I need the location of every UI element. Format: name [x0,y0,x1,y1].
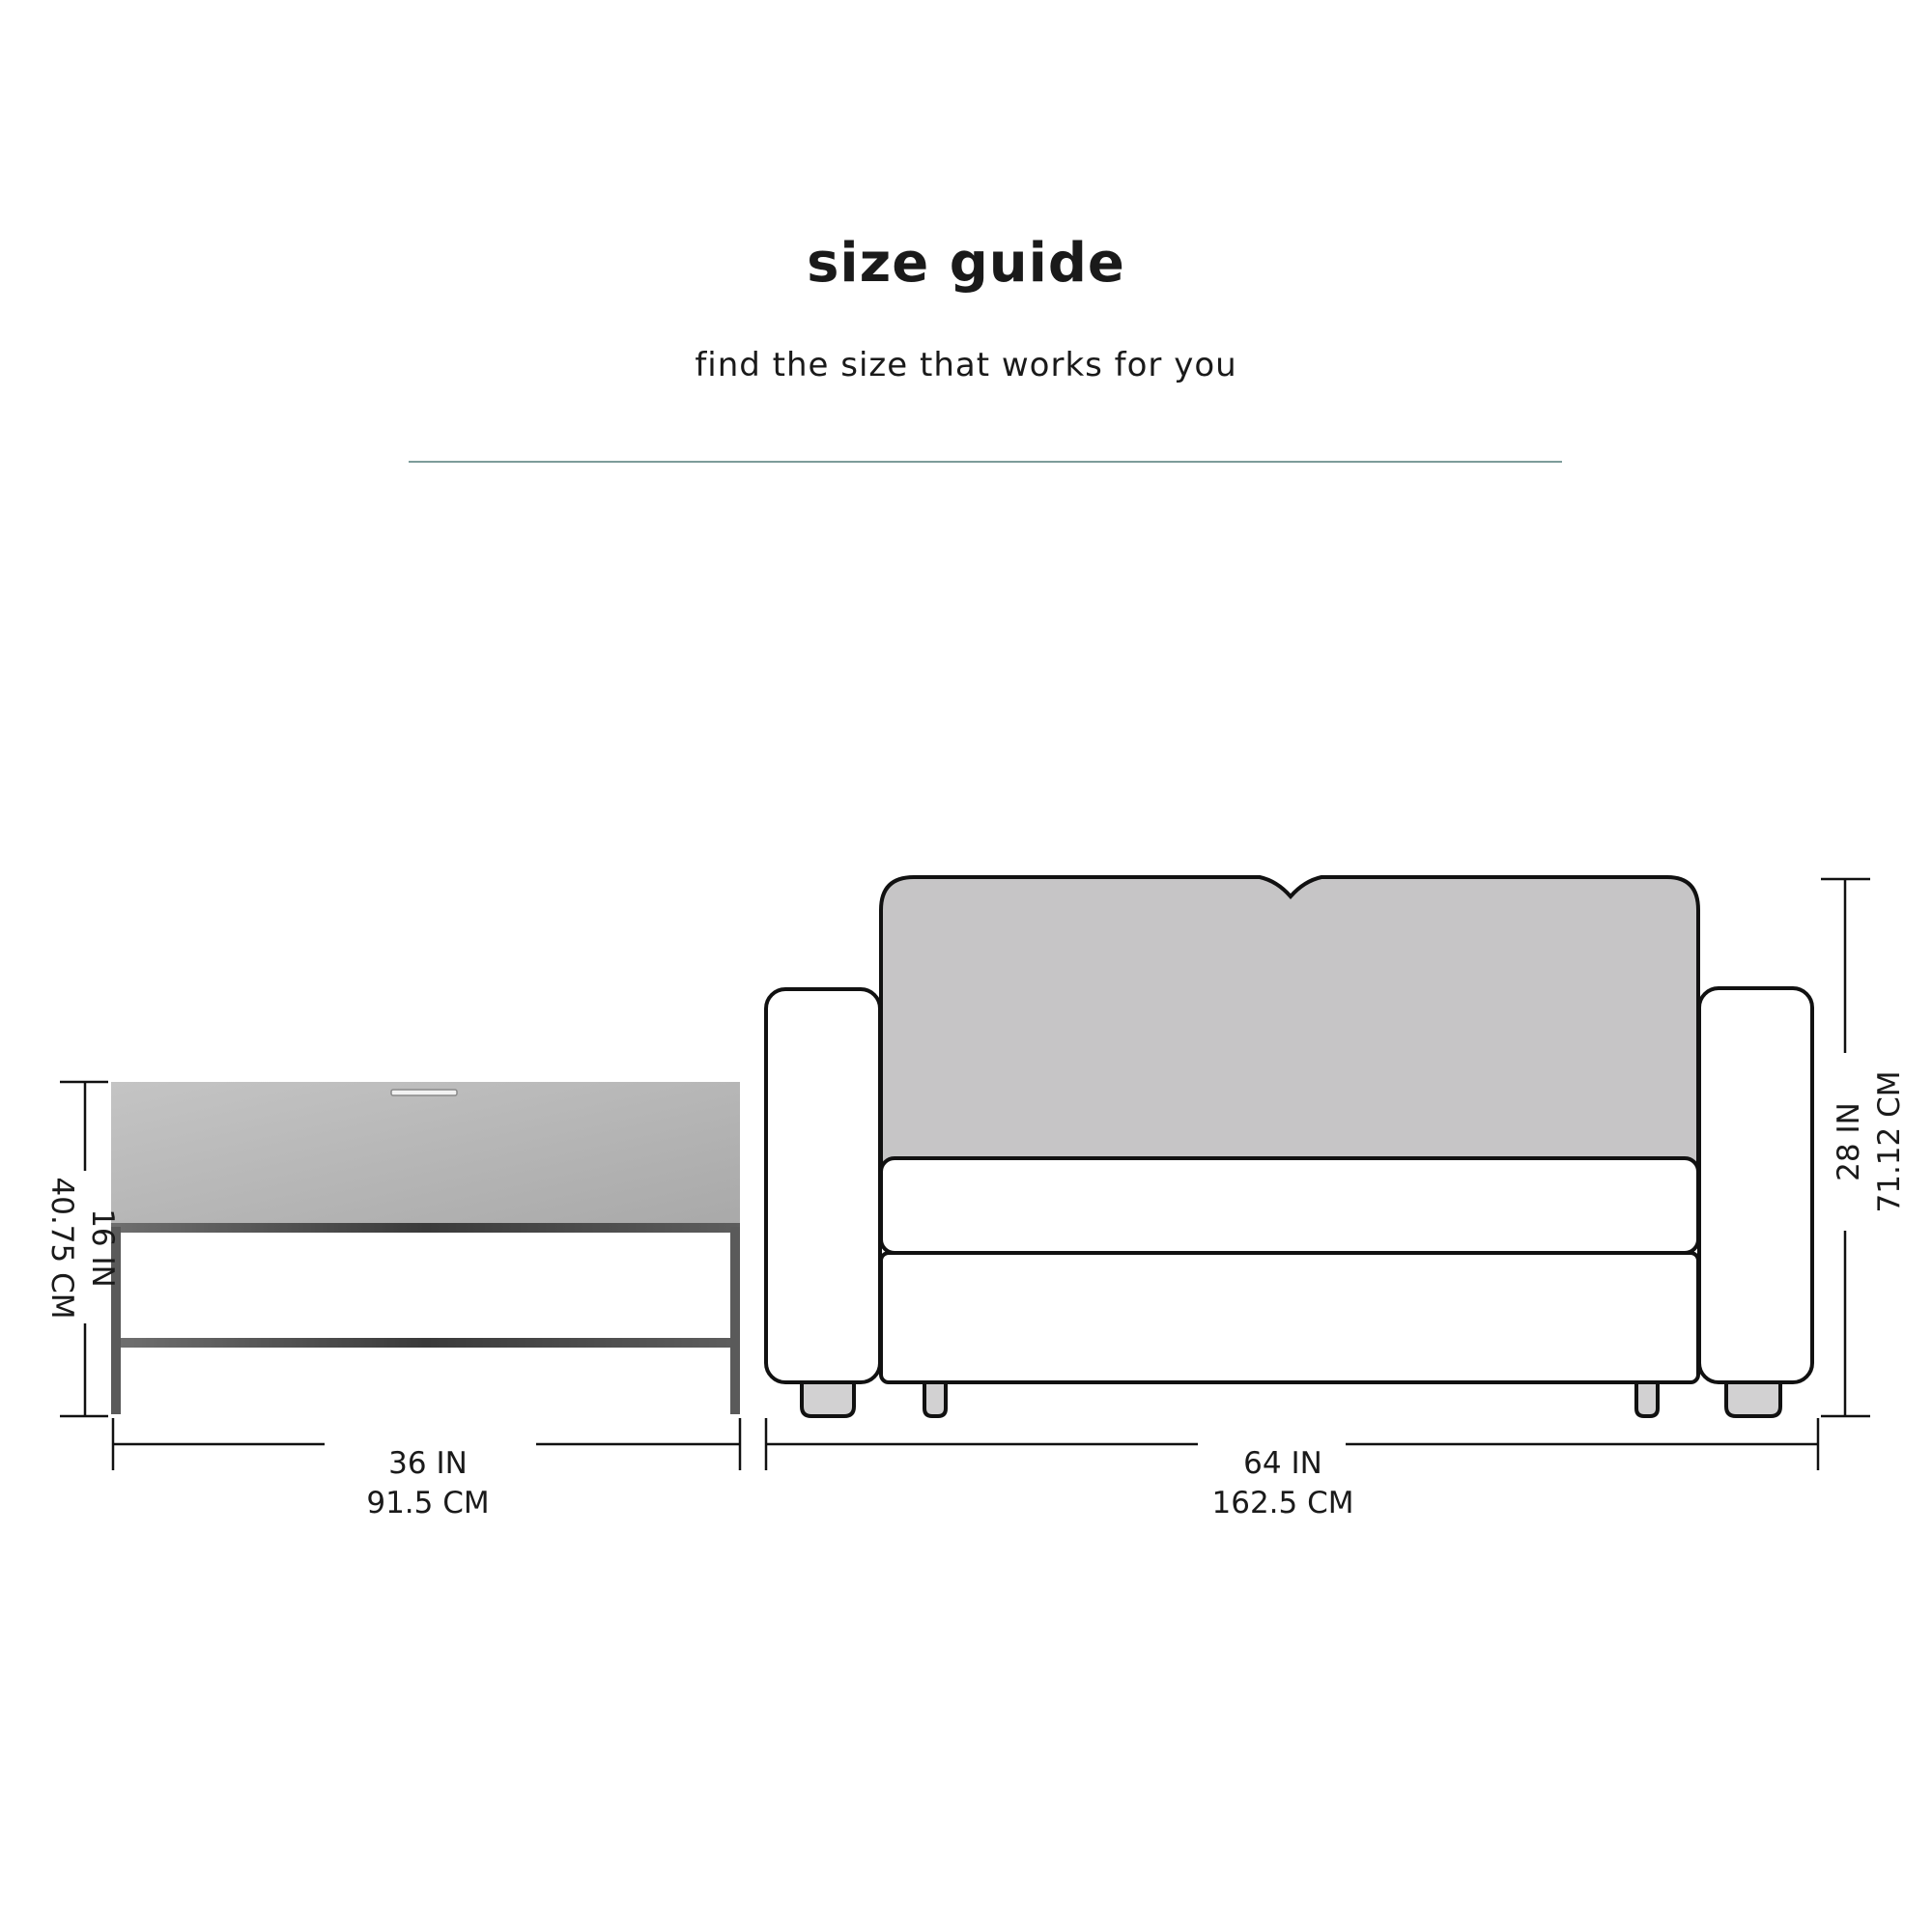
sofa-leg-outer-left [802,1381,854,1416]
sofa-height-in-label: 28 IN [1832,1102,1866,1181]
ottoman-handle [391,1090,457,1095]
ottoman-width-in-label: 36 IN [388,1446,468,1481]
sofa-leg-outer-right [1726,1381,1780,1416]
ottoman-frame-top [111,1223,740,1233]
ottoman-height-in-label: 16 IN [85,1208,120,1288]
page-subtitle: find the size that works for you [695,346,1237,384]
ottoman-top [111,1082,740,1224]
ottoman-crossbar [121,1338,730,1348]
page-title: size guide [807,232,1125,295]
sofa-backrest-shape [881,877,1698,1164]
sofa-leg-inner-left [924,1381,946,1416]
sofa-width-cm-label: 162.5 CM [1211,1486,1354,1520]
sofa-arm-left [766,989,880,1382]
ottoman-leg-right [730,1227,740,1414]
sofa-arm-right [1699,988,1812,1382]
ottoman-height-cm-label: 40.75 CM [44,1177,79,1320]
sofa-leg-inner-right [1636,1381,1658,1416]
ottoman [111,1082,740,1414]
ottoman-width-cm-label: 91.5 CM [366,1486,490,1520]
sofa-width-in-label: 64 IN [1243,1446,1322,1481]
sofa [766,877,1812,1416]
sofa-seat-cushion [881,1158,1698,1253]
sofa-height-cm-label: 71.12 CM [1872,1070,1907,1213]
sofa-base [881,1253,1698,1382]
